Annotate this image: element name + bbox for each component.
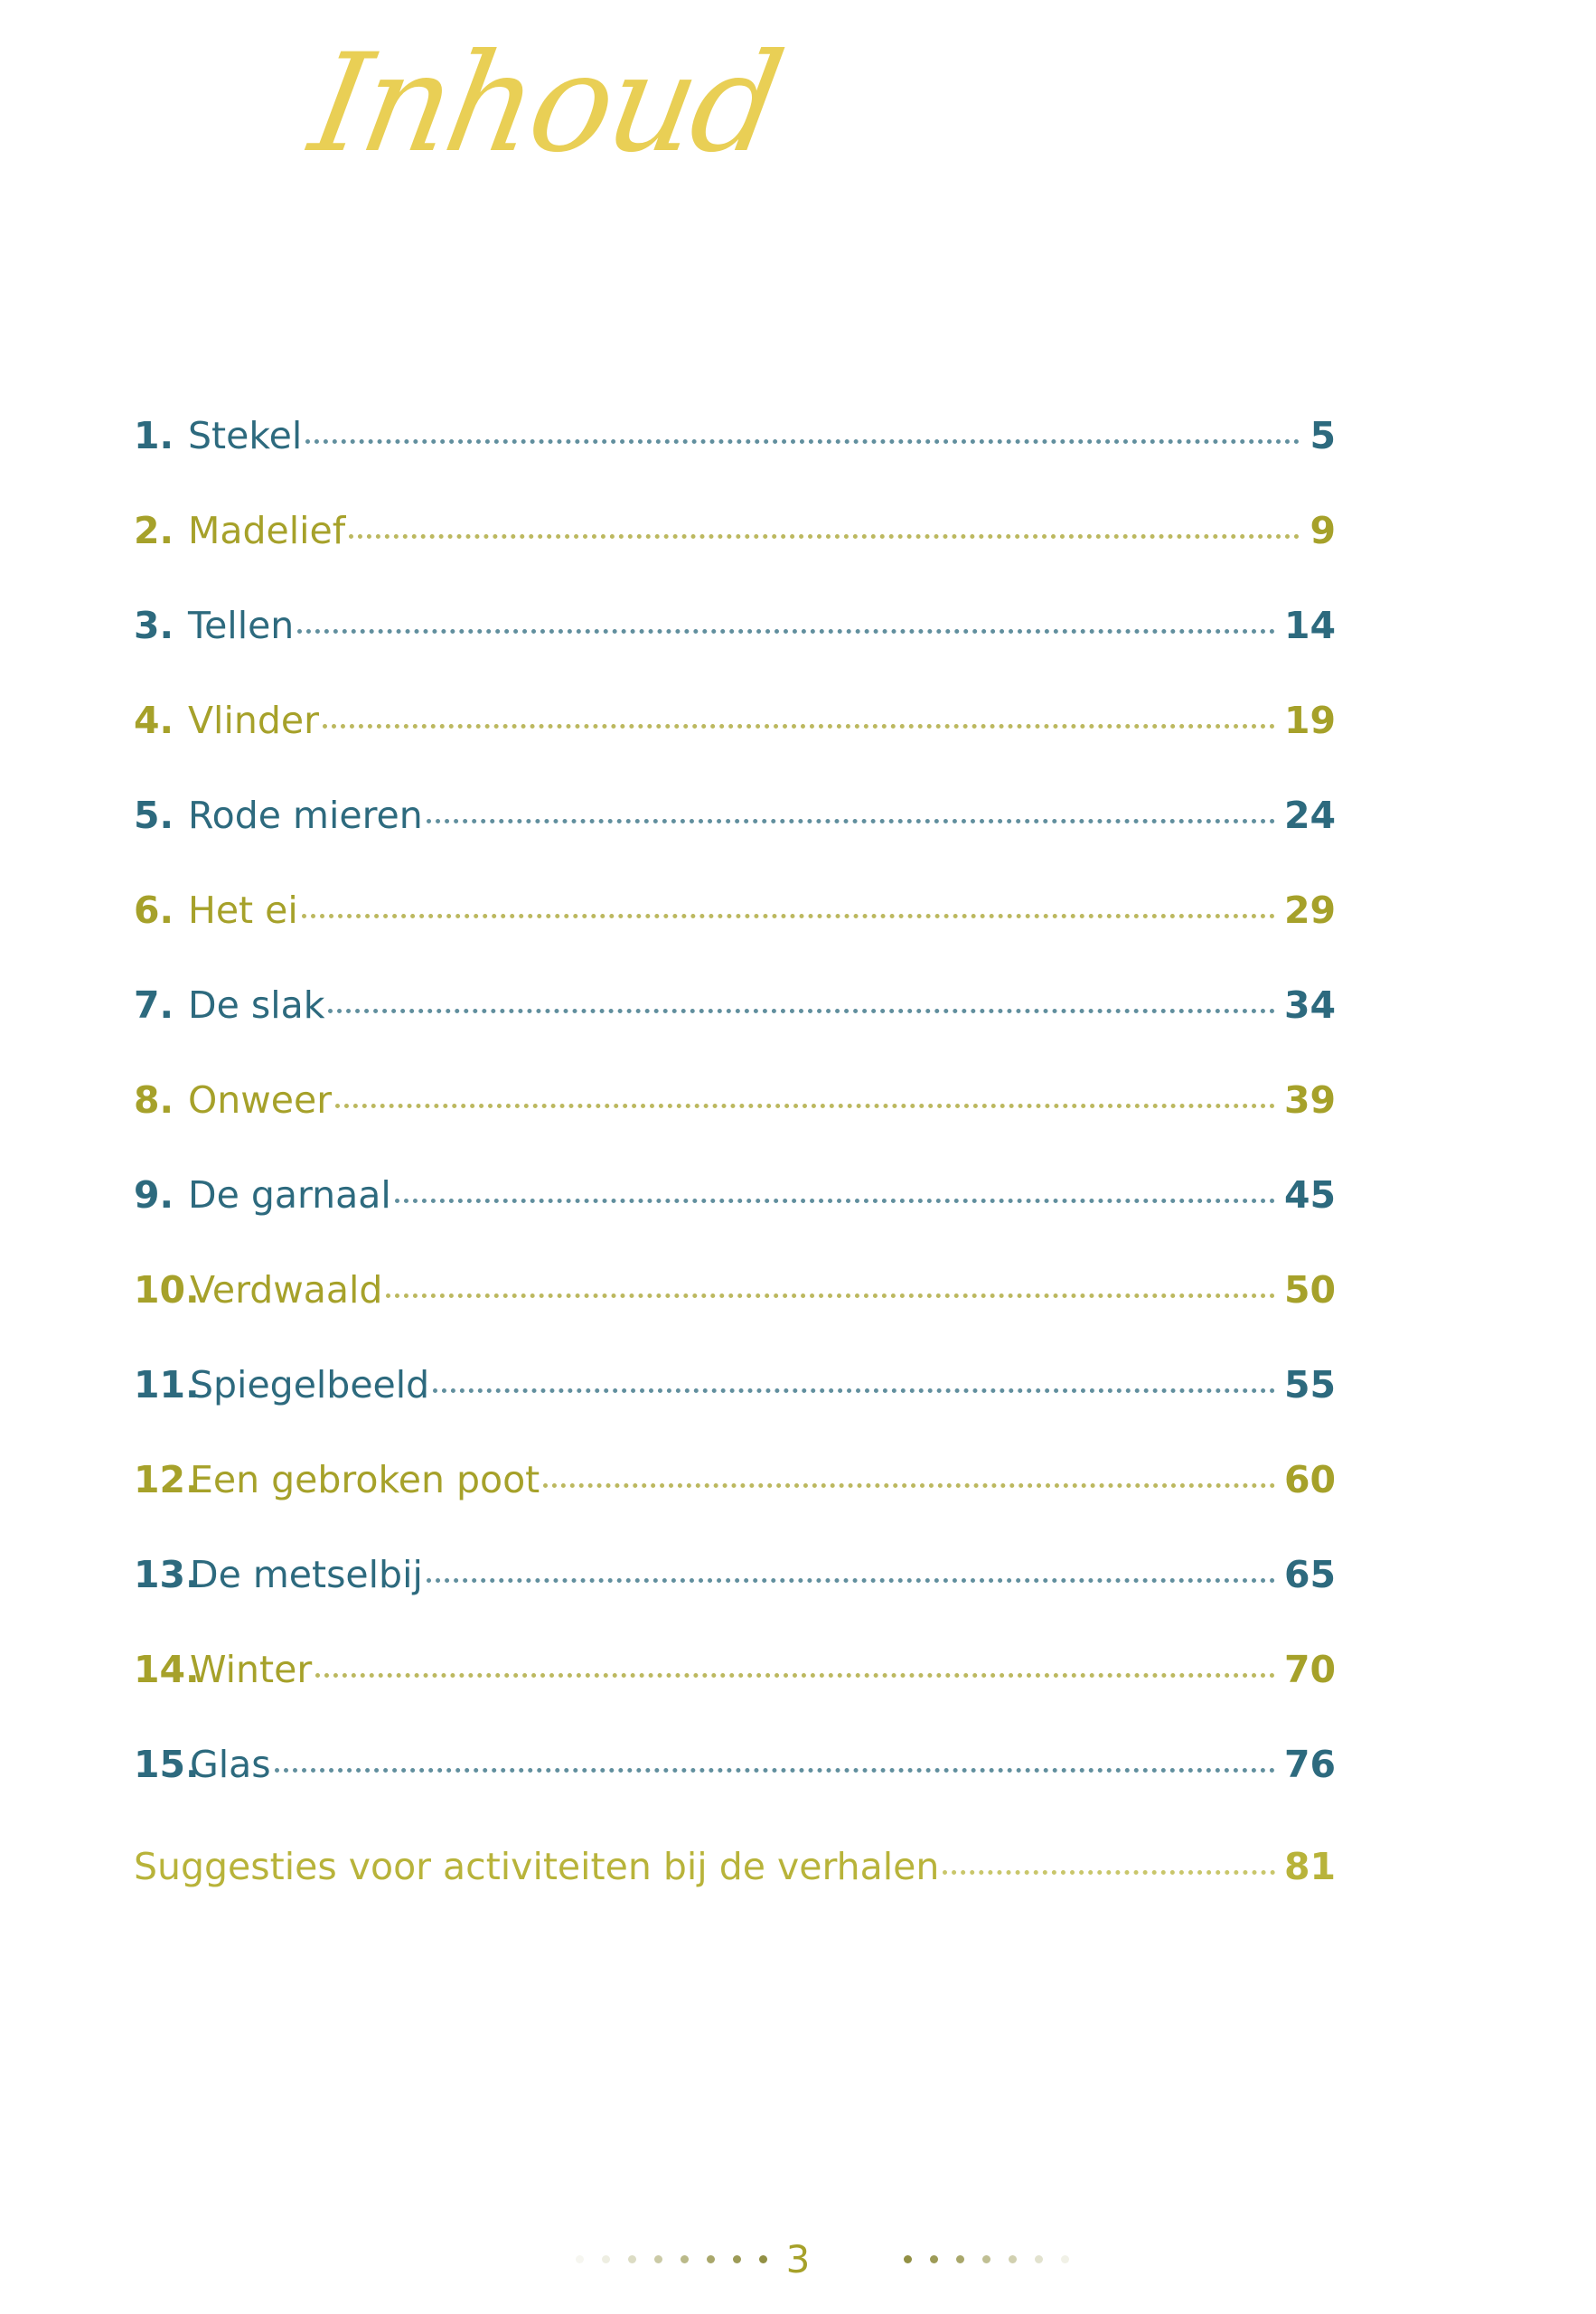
dot-ornament <box>930 2255 938 2263</box>
toc-entry-title: Een gebroken poot <box>190 1458 540 1501</box>
dot-leader <box>297 629 1275 634</box>
toc-entry-title: Het ei <box>188 889 298 932</box>
dot-leader <box>302 914 1275 918</box>
page-footer <box>0 2237 1596 2291</box>
dot-leader <box>386 1293 1274 1298</box>
toc-entry-title: Vlinder <box>188 699 319 742</box>
toc-entry-title: Verdwaald <box>190 1268 383 1312</box>
toc-entry-title: Winter <box>190 1648 313 1691</box>
toc-entry-page: 81 <box>1283 1845 1336 1888</box>
toc-entry-number: 9. <box>134 1173 174 1217</box>
dot-leader <box>275 1768 1275 1773</box>
dot-leader <box>349 534 1300 539</box>
toc-entry-11 <box>134 1363 1336 1462</box>
toc-entry-title: Onweer <box>188 1078 333 1122</box>
dot-leader <box>943 1870 1275 1875</box>
table-of-contents <box>134 414 1336 1943</box>
dot-leader <box>328 1009 1274 1013</box>
toc-entry-1 <box>134 414 1336 513</box>
toc-entry-page: 65 <box>1283 1553 1336 1596</box>
toc-entry-title: Stekel <box>188 414 303 457</box>
toc-entry-page: 34 <box>1283 983 1336 1027</box>
dot-ornament <box>1035 2255 1043 2263</box>
toc-entry-page: 39 <box>1283 1078 1336 1122</box>
toc-entry-7 <box>134 983 1336 1082</box>
toc-entry-title: De slak <box>188 983 325 1027</box>
dot-leader <box>433 1388 1275 1393</box>
toc-entry-number: 5. <box>134 794 174 837</box>
dot-leader <box>315 1673 1275 1678</box>
toc-entry-number: 15. <box>134 1743 200 1786</box>
toc-entry-title: Tellen <box>188 604 295 647</box>
toc-entry-14 <box>134 1648 1336 1746</box>
toc-entry-title: Madelief <box>188 509 346 552</box>
toc-entry-title: Spiegelbeeld <box>190 1363 430 1406</box>
toc-entry-number: 10. <box>134 1268 200 1312</box>
toc-entry-title: De garnaal <box>188 1173 391 1217</box>
toc-entry-4 <box>134 699 1336 797</box>
toc-entry-10 <box>134 1268 1336 1367</box>
toc-entry-13 <box>134 1553 1336 1651</box>
decorative-dots-right <box>904 2255 1069 2263</box>
toc-entry-page: 50 <box>1283 1268 1336 1312</box>
dot-leader <box>335 1104 1275 1108</box>
toc-entry-page: 29 <box>1283 889 1336 932</box>
toc-entry-number: 13. <box>134 1553 200 1596</box>
toc-entry-15 <box>134 1743 1336 1841</box>
toc-entry-page: 55 <box>1283 1363 1336 1406</box>
toc-entry-number: 2. <box>134 509 174 552</box>
toc-entry-page: 5 <box>1310 414 1336 457</box>
dot-ornament <box>956 2255 964 2263</box>
toc-entry-page: 60 <box>1283 1458 1336 1501</box>
toc-entry-number: 14. <box>134 1648 200 1691</box>
dot-leader <box>395 1199 1275 1203</box>
dot-leader <box>305 439 1300 444</box>
dot-ornament <box>904 2255 912 2263</box>
toc-entry-suggestions <box>134 1845 1336 1943</box>
dot-leader <box>323 724 1275 729</box>
toc-entry-6 <box>134 889 1336 987</box>
toc-entry-page: 19 <box>1283 699 1336 742</box>
toc-entry-page: 45 <box>1283 1173 1336 1217</box>
toc-entry-number: 7. <box>134 983 174 1027</box>
toc-entry-12 <box>134 1458 1336 1557</box>
toc-entry-title: Rode mieren <box>188 794 423 837</box>
toc-entry-5 <box>134 794 1336 892</box>
toc-entry-title: Glas <box>190 1743 271 1786</box>
dot-leader <box>427 819 1275 823</box>
toc-entry-number: 1. <box>134 414 174 457</box>
page-number: 3 <box>785 2237 811 2281</box>
dot-ornament <box>1009 2255 1017 2263</box>
toc-entry-number: 8. <box>134 1078 174 1122</box>
dot-ornament <box>1061 2255 1069 2263</box>
toc-entry-number: 4. <box>134 699 174 742</box>
dot-leader <box>543 1483 1275 1488</box>
toc-entry-number: 12. <box>134 1458 200 1501</box>
toc-entry-title: De metselbij <box>190 1553 423 1596</box>
toc-entry-page: 14 <box>1283 604 1336 647</box>
toc-entry-page: 70 <box>1283 1648 1336 1691</box>
toc-entry-number: 11. <box>134 1363 200 1406</box>
toc-entry-2 <box>134 509 1336 607</box>
toc-entry-title: Suggesties voor activiteiten bij de verhalen <box>134 1845 940 1888</box>
dot-leader <box>427 1578 1275 1583</box>
toc-entry-number: 6. <box>134 889 174 932</box>
toc-entry-page: 76 <box>1283 1743 1336 1786</box>
toc-entry-8 <box>134 1078 1336 1177</box>
toc-entry-page: 9 <box>1310 509 1336 552</box>
toc-entry-page: 24 <box>1283 794 1336 837</box>
toc-entry-9 <box>134 1173 1336 1272</box>
page-title: Inhoud <box>300 25 791 183</box>
toc-entry-3 <box>134 604 1336 702</box>
toc-entry-number: 3. <box>134 604 174 647</box>
dot-ornament <box>982 2255 990 2263</box>
